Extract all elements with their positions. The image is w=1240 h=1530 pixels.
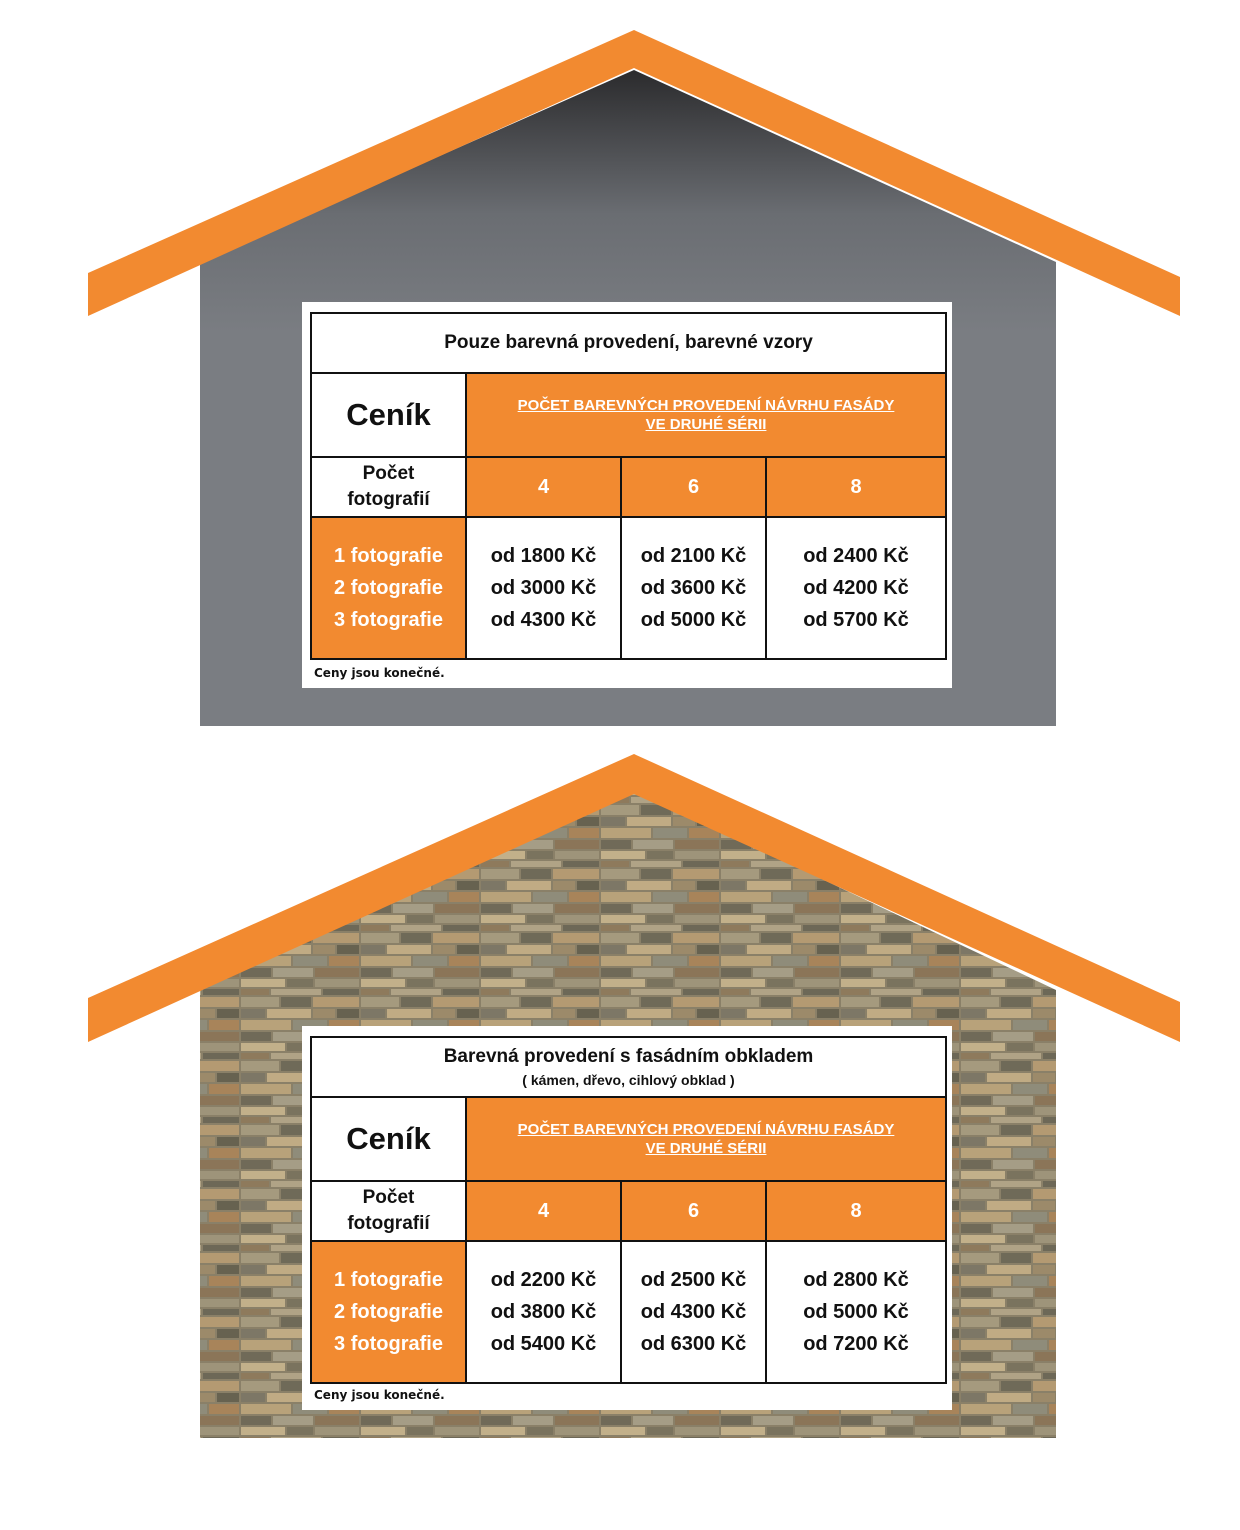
table-title: Pouze barevná provedení, barevné vzory (311, 313, 946, 373)
price-table (310, 312, 947, 660)
price-column: od 2400 Kč od 4200 Kč od 5700 Kč (766, 517, 946, 659)
column-header: 6 (621, 457, 766, 517)
header-variants: POČET BAREVNÝCH PROVEDENÍ NÁVRHU FASÁDY VE DRUHÉ SÉRII (466, 373, 946, 457)
house-gray (0, 0, 1240, 740)
price-table (310, 1036, 947, 1384)
cenik-label: Ceník (311, 1097, 466, 1181)
column-header: 8 (766, 457, 946, 517)
price-column: od 1800 Kč od 3000 Kč od 4300 Kč (466, 517, 621, 659)
table-title: Barevná provedení s fasádním obkladem ( kámen, dřevo, cihlový obklad ) (311, 1037, 946, 1097)
price-note: Ceny jsou konečné. (314, 1388, 445, 1402)
house-stone (0, 740, 1240, 1460)
cenik-label: Ceník (311, 373, 466, 457)
column-header: 8 (766, 1181, 946, 1241)
photo-count-label: Počet fotografií (311, 1181, 466, 1241)
row-labels: 1 fotografie 2 fotografie 3 fotografie (311, 517, 466, 659)
column-header: 4 (466, 1181, 621, 1241)
price-note: Ceny jsou konečné. (314, 666, 445, 680)
column-header: 6 (621, 1181, 766, 1241)
row-labels: 1 fotografie 2 fotografie 3 fotografie (311, 1241, 466, 1383)
column-header: 4 (466, 457, 621, 517)
table-subtitle: ( kámen, dřevo, cihlový obklad ) (522, 1072, 735, 1088)
price-column: od 2200 Kč od 3800 Kč od 5400 Kč (466, 1241, 621, 1383)
photo-count-label: Počet fotografií (311, 457, 466, 517)
price-column: od 2500 Kč od 4300 Kč od 6300 Kč (621, 1241, 766, 1383)
header-variants: POČET BAREVNÝCH PROVEDENÍ NÁVRHU FASÁDY VE DRUHÉ SÉRII (466, 1097, 946, 1181)
price-column: od 2100 Kč od 3600 Kč od 5000 Kč (621, 517, 766, 659)
price-column: od 2800 Kč od 5000 Kč od 7200 Kč (766, 1241, 946, 1383)
price-card (302, 1026, 952, 1410)
price-card (302, 302, 952, 688)
